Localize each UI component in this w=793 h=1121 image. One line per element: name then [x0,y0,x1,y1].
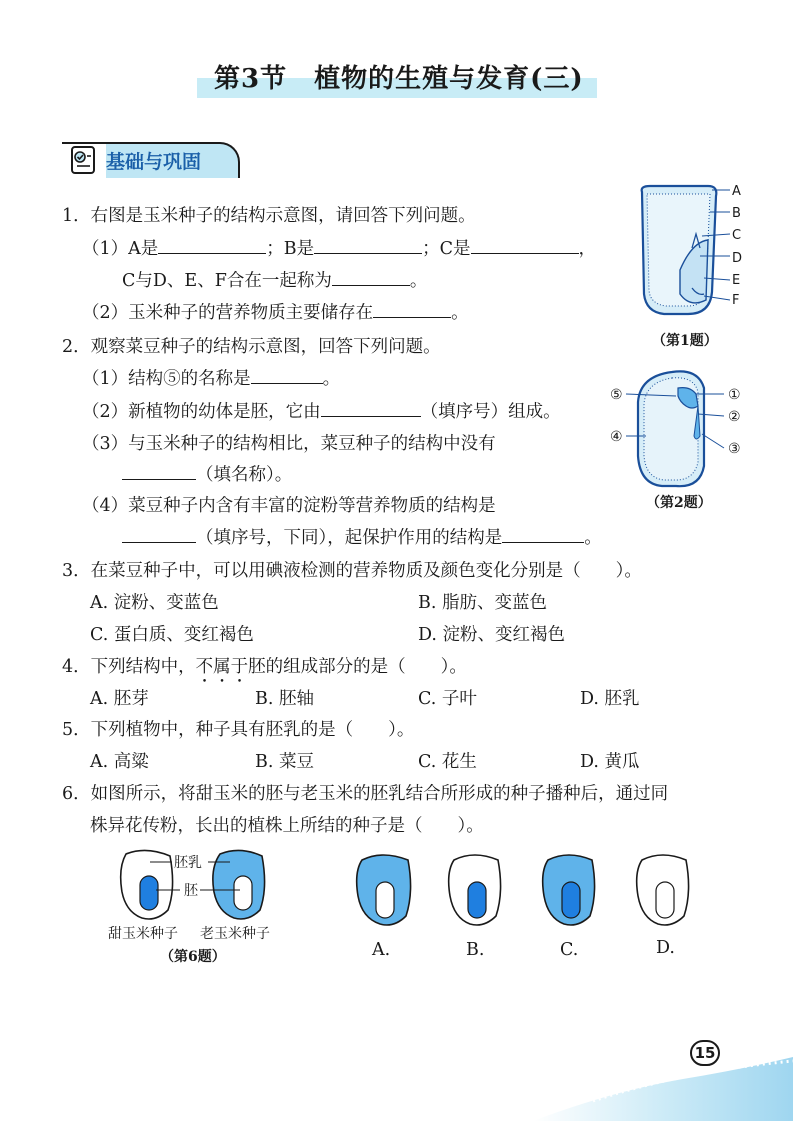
q3-option-c[interactable]: C. 蛋白质、变红褐色 [90,625,254,645]
q4-stem-emphasis: 不属于 [195,657,249,677]
q5-stem: 5．下列植物中，种子具有胚乳的是（ ）。 [62,720,415,740]
q4-stem-b: 胚的组成部分的是（ ）。 [248,657,467,677]
q4-option-b[interactable]: B. 胚轴 [255,689,314,709]
q1-blank-embryo[interactable] [332,268,410,286]
q2-blank-nutrient[interactable] [122,525,196,543]
checklist-icon [68,144,102,176]
q2-blank-5[interactable] [251,366,323,384]
q2-part2 [82,398,561,423]
corn-label-e: E [732,273,741,288]
label-old-corn-seed: 老玉米种子 [200,926,270,942]
q6-choice-b-seed[interactable] [449,855,501,925]
q5-option-d[interactable]: D. 黄瓜 [580,752,640,772]
bean-label-4: ④ [610,429,623,445]
q1-blank-storage[interactable] [373,300,451,318]
q4-option-a[interactable]: A. 胚芽 [90,689,149,709]
q2-part2-text: （2）新植物的幼体是胚，它由 [82,402,321,422]
bean-label-5: ⑤ [610,387,623,403]
q3-stem: 3．在菜豆种子中，可以用碘液检测的营养物质及颜色变化分别是（ ）。 [62,561,642,581]
q3-option-d[interactable]: D. 淀粉、变红褐色 [418,625,566,645]
q6-stem-line2: 株异花传粉，长出的植株上所结的种子是（ ）。 [90,816,484,836]
q2-part3-line2-end: （填名称）。 [196,465,293,485]
q1-blank-b[interactable] [314,236,422,254]
bean-seed-diagram [606,366,756,491]
q1-part2-end: 。 [451,303,469,323]
q1-blank-c[interactable] [471,236,579,254]
q1-part1-c: ；C是 [422,239,471,259]
q2-part2-end: （填序号）组成。 [420,402,561,422]
q6-choice-b[interactable]: B. [466,940,485,960]
q2-stem: 2．观察菜豆种子的结构示意图，回答下列问题。 [62,337,441,357]
q6-stem-line1: 6．如图所示，将甜玉米的胚与老玉米的胚乳结合所形成的种子播种后，通过同 [62,784,669,804]
label-embryo: 胚 [184,883,198,899]
q4-stem-a: 4．下列结构中， [62,657,196,677]
q1-part1-line2-text: C与D、E、F合在一起称为 [122,271,332,291]
q2-blank-embryo[interactable] [321,399,421,417]
q2-part3: （3）与玉米种子的结构相比，菜豆种子的结构中没有 [82,434,496,454]
q1-part1-end: ， [578,239,597,259]
bean-label-2: ② [728,409,741,425]
q6-choice-a-seed[interactable] [357,855,411,925]
q6-choice-seeds [350,852,710,932]
q6-choice-a[interactable]: A. [372,940,391,960]
q6-choice-c-seed[interactable] [543,855,595,925]
q3-option-a[interactable]: A. 淀粉、变蓝色 [90,593,219,613]
q6-choice-d-seed[interactable] [637,855,689,925]
q2-part4-line2-mid: （填序号，下同），起保护作用的结构是 [196,528,503,548]
q2-part4-line2-end: 。 [584,528,602,548]
q2-part1-end: 。 [322,369,341,389]
label-endosperm: 胚乳 [174,855,202,871]
q2-blank-protect[interactable] [502,525,584,543]
page-title: 第3节 植物的生殖与发育(三) [214,64,584,94]
q1-part1 [82,235,596,260]
page-number: 15 [690,1040,720,1066]
q4-option-c[interactable]: C. 子叶 [418,689,477,709]
label-sweet-corn-seed: 甜玉米种子 [108,926,178,942]
q1-caption: （第1题） [652,333,718,349]
q2-part4: （4）菜豆种子内含有丰富的淀粉等营养物质的结构是 [82,496,496,516]
q1-part1-line2-end: 。 [409,271,428,291]
bean-label-1: ① [728,387,741,403]
q1-part1-line2 [122,267,427,292]
corn-label-d: D [732,251,743,266]
corn-label-f: F [732,293,740,308]
q6-reference-seeds [108,848,288,928]
q2-part4-line2 [122,524,602,549]
q6-caption: （第6题） [160,949,226,965]
q4-option-d[interactable]: D. 胚乳 [580,689,640,709]
q1-stem: 1．右图是玉米种子的结构示意图，请回答下列问题。 [62,206,476,226]
q3-option-b[interactable]: B. 脂肪、变蓝色 [418,593,547,613]
page-corner-wave [533,1031,793,1121]
corn-seed-diagram [630,182,760,322]
q5-option-b[interactable]: B. 菜豆 [255,752,314,772]
corn-label-b: B [732,206,741,221]
corn-label-a: A [732,184,741,199]
q1-part1-a: （1）A是 [82,239,159,259]
q1-blank-a[interactable] [158,236,266,254]
q1-part2 [82,299,469,324]
q4-stem [62,653,467,687]
q2-part1-text: （1）结构⑤的名称是 [82,369,251,389]
section-label: 基础与巩固 [106,151,202,173]
q5-option-c[interactable]: C. 花生 [418,752,477,772]
q6-choice-c[interactable]: C. [560,940,579,960]
q2-blank-missing[interactable] [122,462,196,480]
bean-label-3: ③ [728,441,741,457]
q6-choice-d[interactable]: D. [656,938,675,958]
q2-part1 [82,365,340,390]
q2-part3-line2 [122,461,292,486]
q1-part1-b: ；B是 [266,239,315,259]
q5-option-a[interactable]: A. 高粱 [90,752,149,772]
corn-label-c: C [732,228,742,243]
q1-part2-text: （2）玉米种子的营养物质主要储存在 [82,303,374,323]
q2-caption: （第2题） [646,495,712,511]
